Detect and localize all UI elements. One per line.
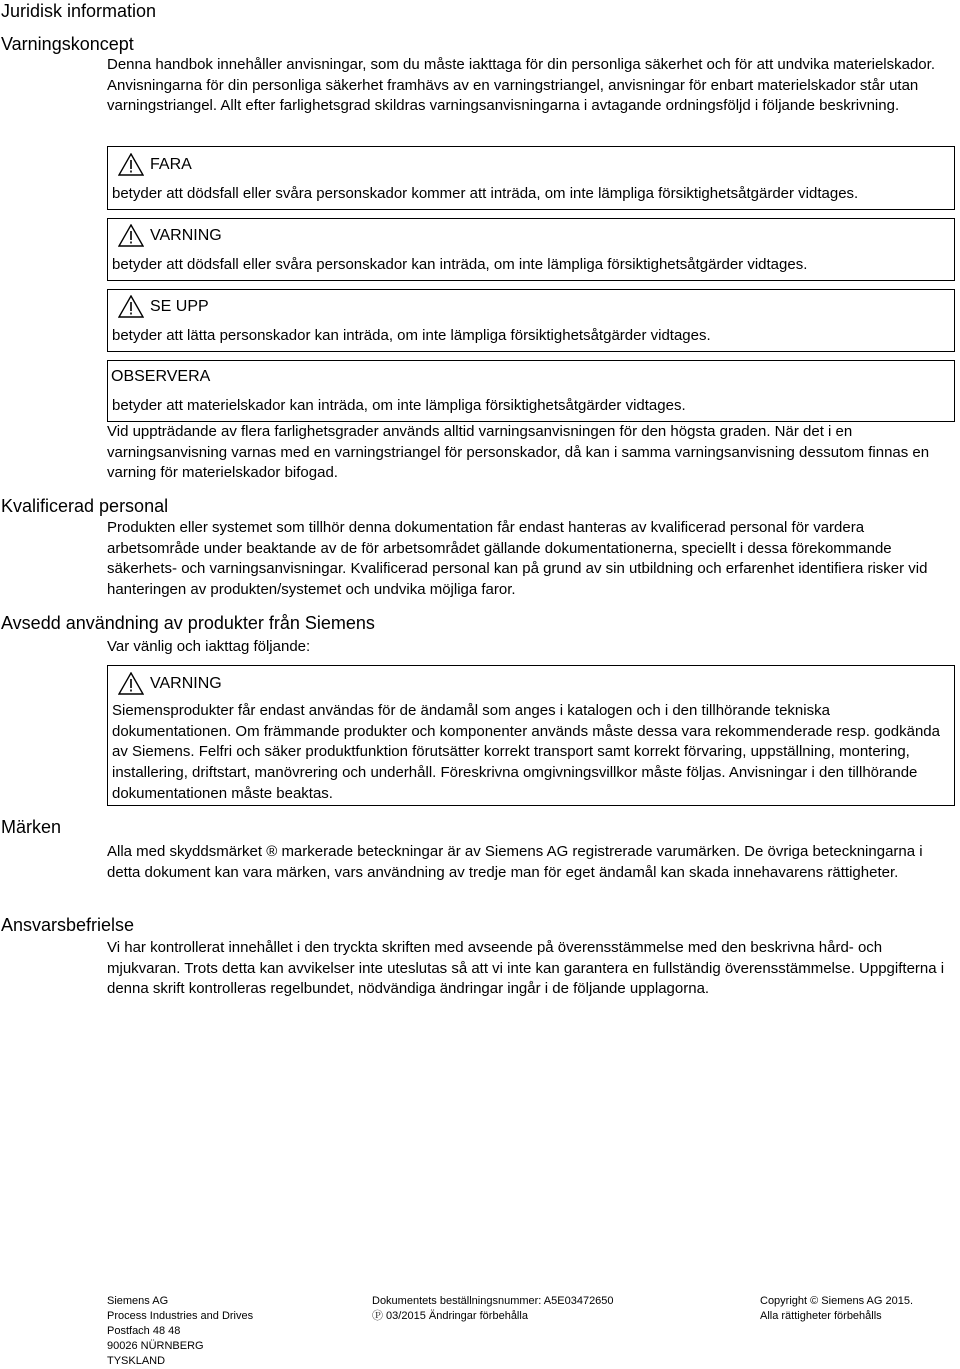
intended-use-warning-label: VARNING [150,674,222,692]
danger-box [107,146,955,210]
disclaimer-text: Vi har kontrollerat innehållet i den tryckta skriften med avseende på överensstämmelse med den beskrivna hård- och mjukvaran. Trots detta kan avvikelser inte uteslutas så att vi inte kan garantera en fullständig överensstämmelse. Uppgifterna i denna skrift kontrolleras regelbundet, nödvändiga ändringar ingår i de följande upplagorna. [107,939,945,998]
warning-triangle-icon [118,295,144,318]
danger-label: FARA [150,155,192,173]
footer-address-line: 90026 NÜRNBERG [107,1340,204,1352]
section-heading-qualified-personnel: Kvalificerad personal [1,496,169,516]
danger-text: betyder att dödsfall eller svåra personskador kommer att inträda, om inte lämpliga försiktighetsåtgärder vidtages. [112,185,859,202]
section-heading-intended-use: Avsedd användning av produkter från Siemens [1,613,375,633]
caution-label: SE UPP [150,297,209,315]
caution-box [107,289,955,352]
page-title: Juridisk information [1,1,157,21]
footer-copyright-info [760,1294,955,1324]
footer-address [107,1294,347,1369]
intended-use-warning-box [107,665,955,806]
warning-concept-intro: Denna handbok innehåller anvisningar, som du måste iakttaga för din personliga säkerhet och för att undvika materielskador. Anvisningarna för din personliga säkerhet framhävs av en varningstriangel, anvisningar för enbart materielskador står utan varningstriangel. Allt efter farlighetsgrad skildras varningsanvisningarna i avtagande ordningsföljd i följande beskrivning. [107,56,935,115]
section-heading-disclaimer: Ansvarsbefrielse [1,915,135,935]
warning-label: VARNING [150,226,222,244]
intended-use-warning-text: Siemensprodukter får endast användas för de ändamål som anges i katalogen och i den tillhörande tekniska dokumentationen. Om främmande produkter och komponenter används måste dessa vara rekommenderade resp. godkända av Siemens. Felfri och säker produktfunktion förutsätter korrekt transport samt korrekt förvaring, uppställning, montering, installering, driftstart, manövrering och underhåll. Föreskrivna omgivningsvillkor måste följas. Anvisningar i den tillhörande dokumentationen måste beaktas. [112,702,940,802]
warning-triangle-icon [118,672,144,695]
section-heading-warning-concept: Varningskoncept [1,34,134,54]
qualified-personnel-text: Produkten eller systemet som tillhör denna dokumentation får endast hanteras av kvalificerad personal för vardera arbetsområde under beaktande av de för arbetsområdet gällande dokumentationerna, speciellt i dessa förekommande säkerhets- och varningsanvisningar. Kvalificerad personal kan på grund av sin utbildning och erfarenhet identifiera risker vid hanteringen av produkten/systemet och undvika möjliga faror. [107,519,928,599]
footer-copyright: Copyright © Siemens AG 2015. [760,1295,914,1307]
footer-document-info [372,1294,702,1324]
footer-address-line: Postfach 48 48 [107,1325,181,1337]
notice-box [107,360,955,422]
section-heading-trademarks: Märken [1,817,62,837]
footer-address-line: TYSKLAND [107,1355,166,1367]
intended-use-intro: Var vänlig och iakttag följande: [107,638,311,655]
notice-label: OBSERVERA [111,368,211,385]
footer-address-line: Siemens AG [107,1295,169,1307]
notice-text: betyder att materielskador kan inträda, om inte lämpliga försiktighetsåtgärder vidtages. [112,397,686,414]
warning-concept-outro: Vid uppträdande av flera farlighetsgrader används alltid varningsanvisningen för den högsta graden. När det i en varningsanvisning varnas med en varningstriangel för personskador, då kan i samma varningsanvisning dessutom finnas en varning för materielskador bifogad. [107,423,930,482]
warning-box [107,218,955,281]
warning-triangle-icon [118,153,144,176]
warning-triangle-icon [118,224,144,247]
caution-text: betyder att lätta personskador kan inträda, om inte lämpliga försiktighetsåtgärder vidtages. [112,327,711,344]
footer-address-line: Process Industries and Drives [107,1310,254,1322]
trademarks-text: Alla med skyddsmärket ® markerade beteckningar är av Siemens AG registrerade varumärken. De övriga beteckningarna i detta dokument kan vara märken, vars användning av tredje man för eget ändamål kan skada innehavarens rättigheter. [107,843,923,881]
warning-text: betyder att dödsfall eller svåra personskador kan inträda, om inte lämpliga försiktighetsåtgärder vidtages. [112,256,808,273]
footer-rights: Alla rättigheter förbehålls [760,1310,882,1322]
footer-order-number: Dokumentets beställningsnummer: A5E03472650 [372,1295,614,1307]
footer-edition: Ⓟ 03/2015 Ändringar förbehålla [372,1310,528,1322]
